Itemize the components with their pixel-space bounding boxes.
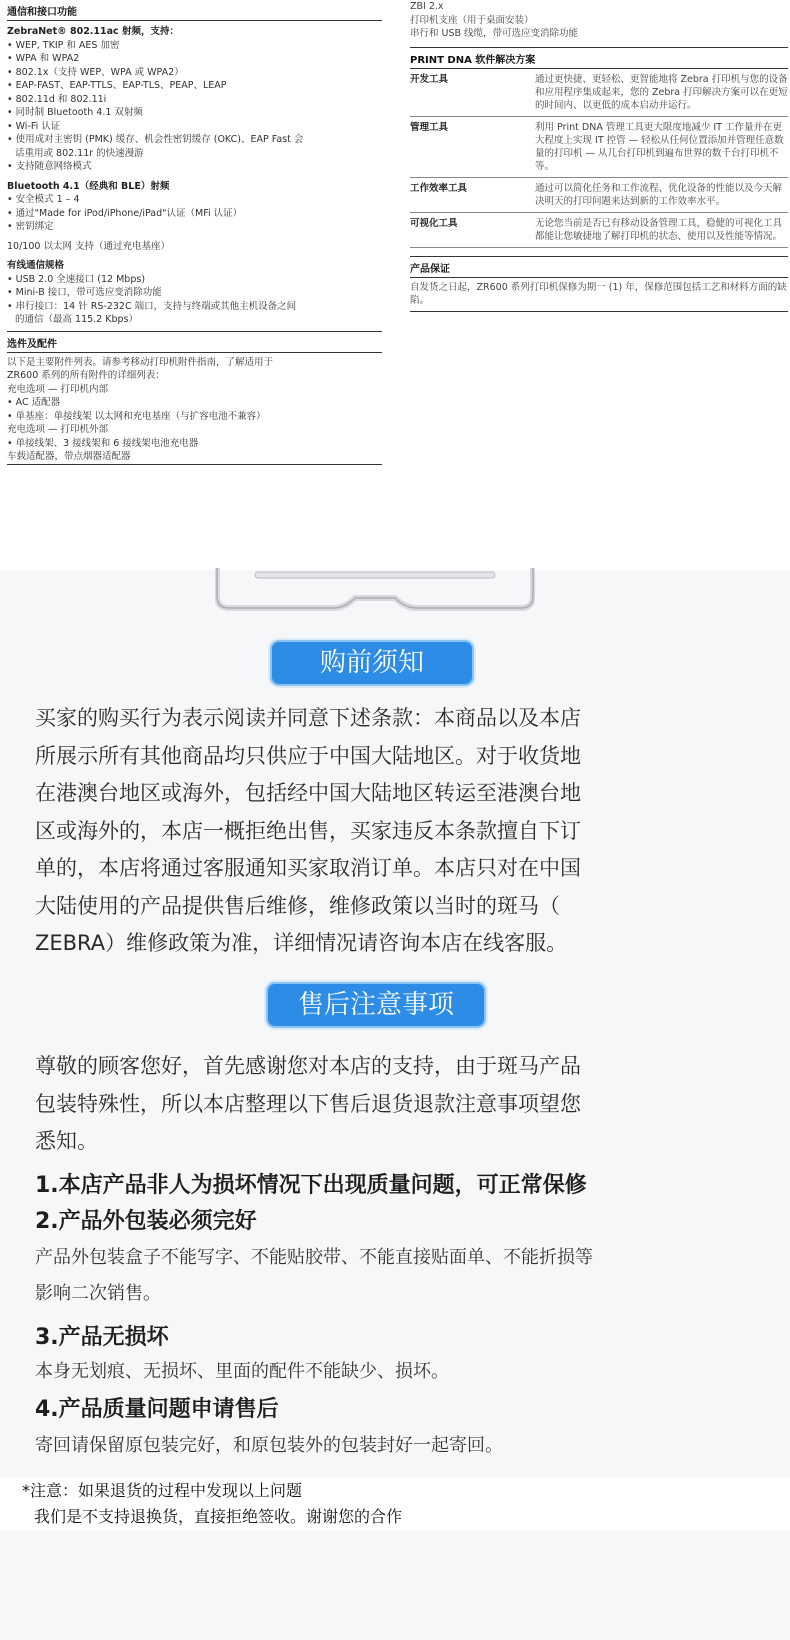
spec-line: • 支持随意网络模式	[7, 161, 92, 172]
spec-line: • 串行接口：14 针 RS-232C 端口，支持与终端或其他主机设备之间	[7, 300, 297, 312]
spec-line: • 单基座：单接线架 以太网和充电基座（与扩容电池不兼容）	[7, 410, 266, 422]
spec-line: • 安全模式 1 – 4	[7, 194, 80, 205]
return-warning-note	[0, 1478, 790, 1530]
wired-heading: 有线通信规格	[7, 260, 65, 271]
aftersale-title: 售后注意事项	[266, 982, 486, 1028]
spec-line: • AC 适配器	[7, 397, 61, 408]
note-line-1: *注意：如果退货的过程中发现以上问题	[22, 1481, 303, 1500]
note-line-2: 我们是不支持退换货，直接拒绝签收。谢谢您的合作	[34, 1507, 403, 1526]
tools-table	[410, 69, 788, 248]
aftersale-intro	[35, 1048, 755, 1161]
table-row	[410, 177, 788, 212]
aftersale-item-1-title: 1.本店产品非人为损坏情况下出现质量问题，可正常保修	[35, 1173, 587, 1198]
notice-line: 在港澳台地区或海外，包括经中国大陆地区转运至港澳台地	[35, 781, 581, 805]
spec-line: 以下是主要附件列表。请参考移动打印机附件指南，了解适用于	[7, 356, 274, 368]
notice-line: 区或海外的，本店一概拒绝出售，买家违反本条款擅自下订	[35, 818, 581, 843]
notice-line: 大陆使用的产品提供售后维修，维修政策以当时的斑马（	[35, 893, 560, 918]
notice-section	[0, 570, 790, 1640]
comm-section-title: 通信和接口功能	[7, 0, 382, 21]
spec-line: 充电选项 — 打印机内部	[7, 383, 109, 395]
spec-line: • 通过"Made for iPod/iPhone/iPad"认证（MFi 认证）	[7, 207, 243, 219]
aftersale-item-2-body	[35, 1240, 755, 1312]
tool-desc: 通过可以简化任务和工作流程、优化设备的性能以及今天解决明天的打印问题来达到新的工作效率水平。	[535, 177, 788, 212]
notice-line: 所展示所有其他商品均只供应于中国大陆地区。对于收货地	[35, 743, 581, 768]
spec-line: • USB 2.0 全速接口 (12 Mbps)	[7, 273, 146, 285]
spec-line: • Mini-B 接口，带可选应变消除功能	[7, 287, 162, 298]
spec-line: 充电选项 — 打印机外部	[7, 424, 109, 435]
spec-line: • Wi-Fi 认证	[7, 120, 61, 132]
table-row	[410, 69, 788, 117]
intro-line: 悉知。	[35, 1129, 98, 1153]
tool-desc: 利用 Print DNA 管理工具更大限度地减少 IT 工作量并在更大程度上实现 IT 控管 — 轻松从任何位置添加并管理任意数量的打印机 — 从几台打印机到遍布世界的数千台打印机不等。	[535, 116, 788, 177]
purchase-notice-title: 购前须知	[270, 640, 474, 686]
tool-desc: 通过更快捷、更轻松、更智能地将 Zebra 打印机与您的设备和应用程序集成起来，您的 Zebra 打印解决方案可以在更短的时间内、以更低的成本启动并运行。	[535, 69, 788, 117]
notice-line: 买家的购买行为表示阅读并同意下述条款：本商品以及本店	[35, 706, 581, 730]
spec-line: 话重用或 802.11r 的快速漫游	[15, 147, 144, 159]
aftersale-item-4-body: 寄回请保留原包装完好，和原包装外的包装封好一起寄回。	[35, 1435, 503, 1456]
tool-name: 工作效率工具	[410, 177, 535, 212]
spec-line: • WEP, TKIP 和 AES 加密	[7, 39, 120, 51]
table-row	[410, 212, 788, 247]
ethernet-line: 10/100 以太网 支持（通过充电基座）	[7, 240, 170, 252]
table-row	[410, 116, 788, 177]
bluetooth-heading: Bluetooth 4.1（经典和 BLE）射频	[7, 180, 170, 192]
item-body-line: 产品外包装盒子不能写字、不能贴胶带、不能直接贴面单、不能折损等	[35, 1247, 593, 1268]
spec-sheet	[0, 0, 790, 570]
purchase-notice-body	[35, 700, 755, 963]
spec-line: • 密钥绑定	[7, 221, 54, 232]
warranty-text: 自发货之日起，ZR600 系列打印机保修为期一 (1) 年，保修范围包括工艺和材料方面的缺陷。	[410, 278, 788, 312]
spec-line: ZR600 系列的所有附件的详细列表：	[7, 370, 165, 381]
tool-name: 可视化工具	[410, 212, 535, 247]
accessories-section-title: 选件及配件	[7, 331, 382, 353]
spec-line: 的通信（最高 115.2 Kbps）	[15, 314, 138, 325]
tool-desc: 无论您当前是否已有移动设备管理工具，稳健的可视化工具都能让您敏捷地了解打印机的状态、使用以及性能等情况。	[535, 212, 788, 247]
spec-line: • 单接线架、3 接线架和 6 接线架电池充电器	[7, 437, 199, 449]
notice-line: ZEBRA）维修政策为准，详细情况请咨询本店在线客服。	[35, 931, 568, 955]
spec-left-column	[7, 0, 382, 465]
print-dna-title: PRINT DNA 软件解决方案	[410, 47, 788, 69]
spec-line: • 同时制 Bluetooth 4.1 双射频	[7, 107, 143, 118]
spec-line: 串行和 USB 线缆，带可选应变消除功能	[410, 28, 579, 39]
spec-line: • 802.11d 和 802.11i	[7, 93, 107, 105]
spec-line: • EAP-FAST、EAP-TTLS、EAP-TLS、PEAP、LEAP	[7, 80, 227, 91]
spec-right-column	[410, 0, 788, 312]
notice-line: 单的，本店将通过客服通知买家取消订单。本店只对在中国	[35, 856, 581, 880]
wireless-heading: ZebraNet® 802.11ac 射频，支持：	[7, 26, 179, 37]
intro-line: 包装特殊性，所以本店整理以下售后退货退款注意事项望您	[35, 1091, 581, 1116]
intro-line: 尊敬的顾客您好，首先感谢您对本店的支持，由于斑马产品	[35, 1054, 581, 1078]
spec-line: 车载适配器，带点烟器适配器	[7, 450, 382, 465]
spec-line: 打印机支座（用于桌面安装）	[410, 14, 534, 26]
spec-line: • WPA 和 WPA2	[7, 53, 80, 64]
tool-name: 开发工具	[410, 69, 535, 117]
spec-line: • 802.1x（支持 WEP、WPA 或 WPA2）	[7, 66, 184, 78]
item-body-line: 影响二次销售。	[35, 1283, 161, 1304]
clip-holder-graphic	[215, 568, 535, 616]
aftersale-item-4-title: 4.产品质量问题申请售后	[35, 1397, 279, 1422]
tool-name: 管理工具	[410, 116, 535, 177]
spec-line: ZBI 2.x	[410, 1, 444, 12]
aftersale-item-3-body: 本身无划痕、无损坏、里面的配件不能缺少、损坏。	[35, 1361, 449, 1382]
aftersale-item-2-title: 2.产品外包装必须完好	[35, 1209, 257, 1234]
aftersale-item-3-title: 3.产品无损坏	[35, 1325, 169, 1350]
warranty-title: 产品保证	[410, 256, 788, 278]
spec-line: • 使用成对主密钥 (PMK) 缓存、机会性密钥缓存 (OKC)、EAP Fast 会	[7, 134, 304, 145]
